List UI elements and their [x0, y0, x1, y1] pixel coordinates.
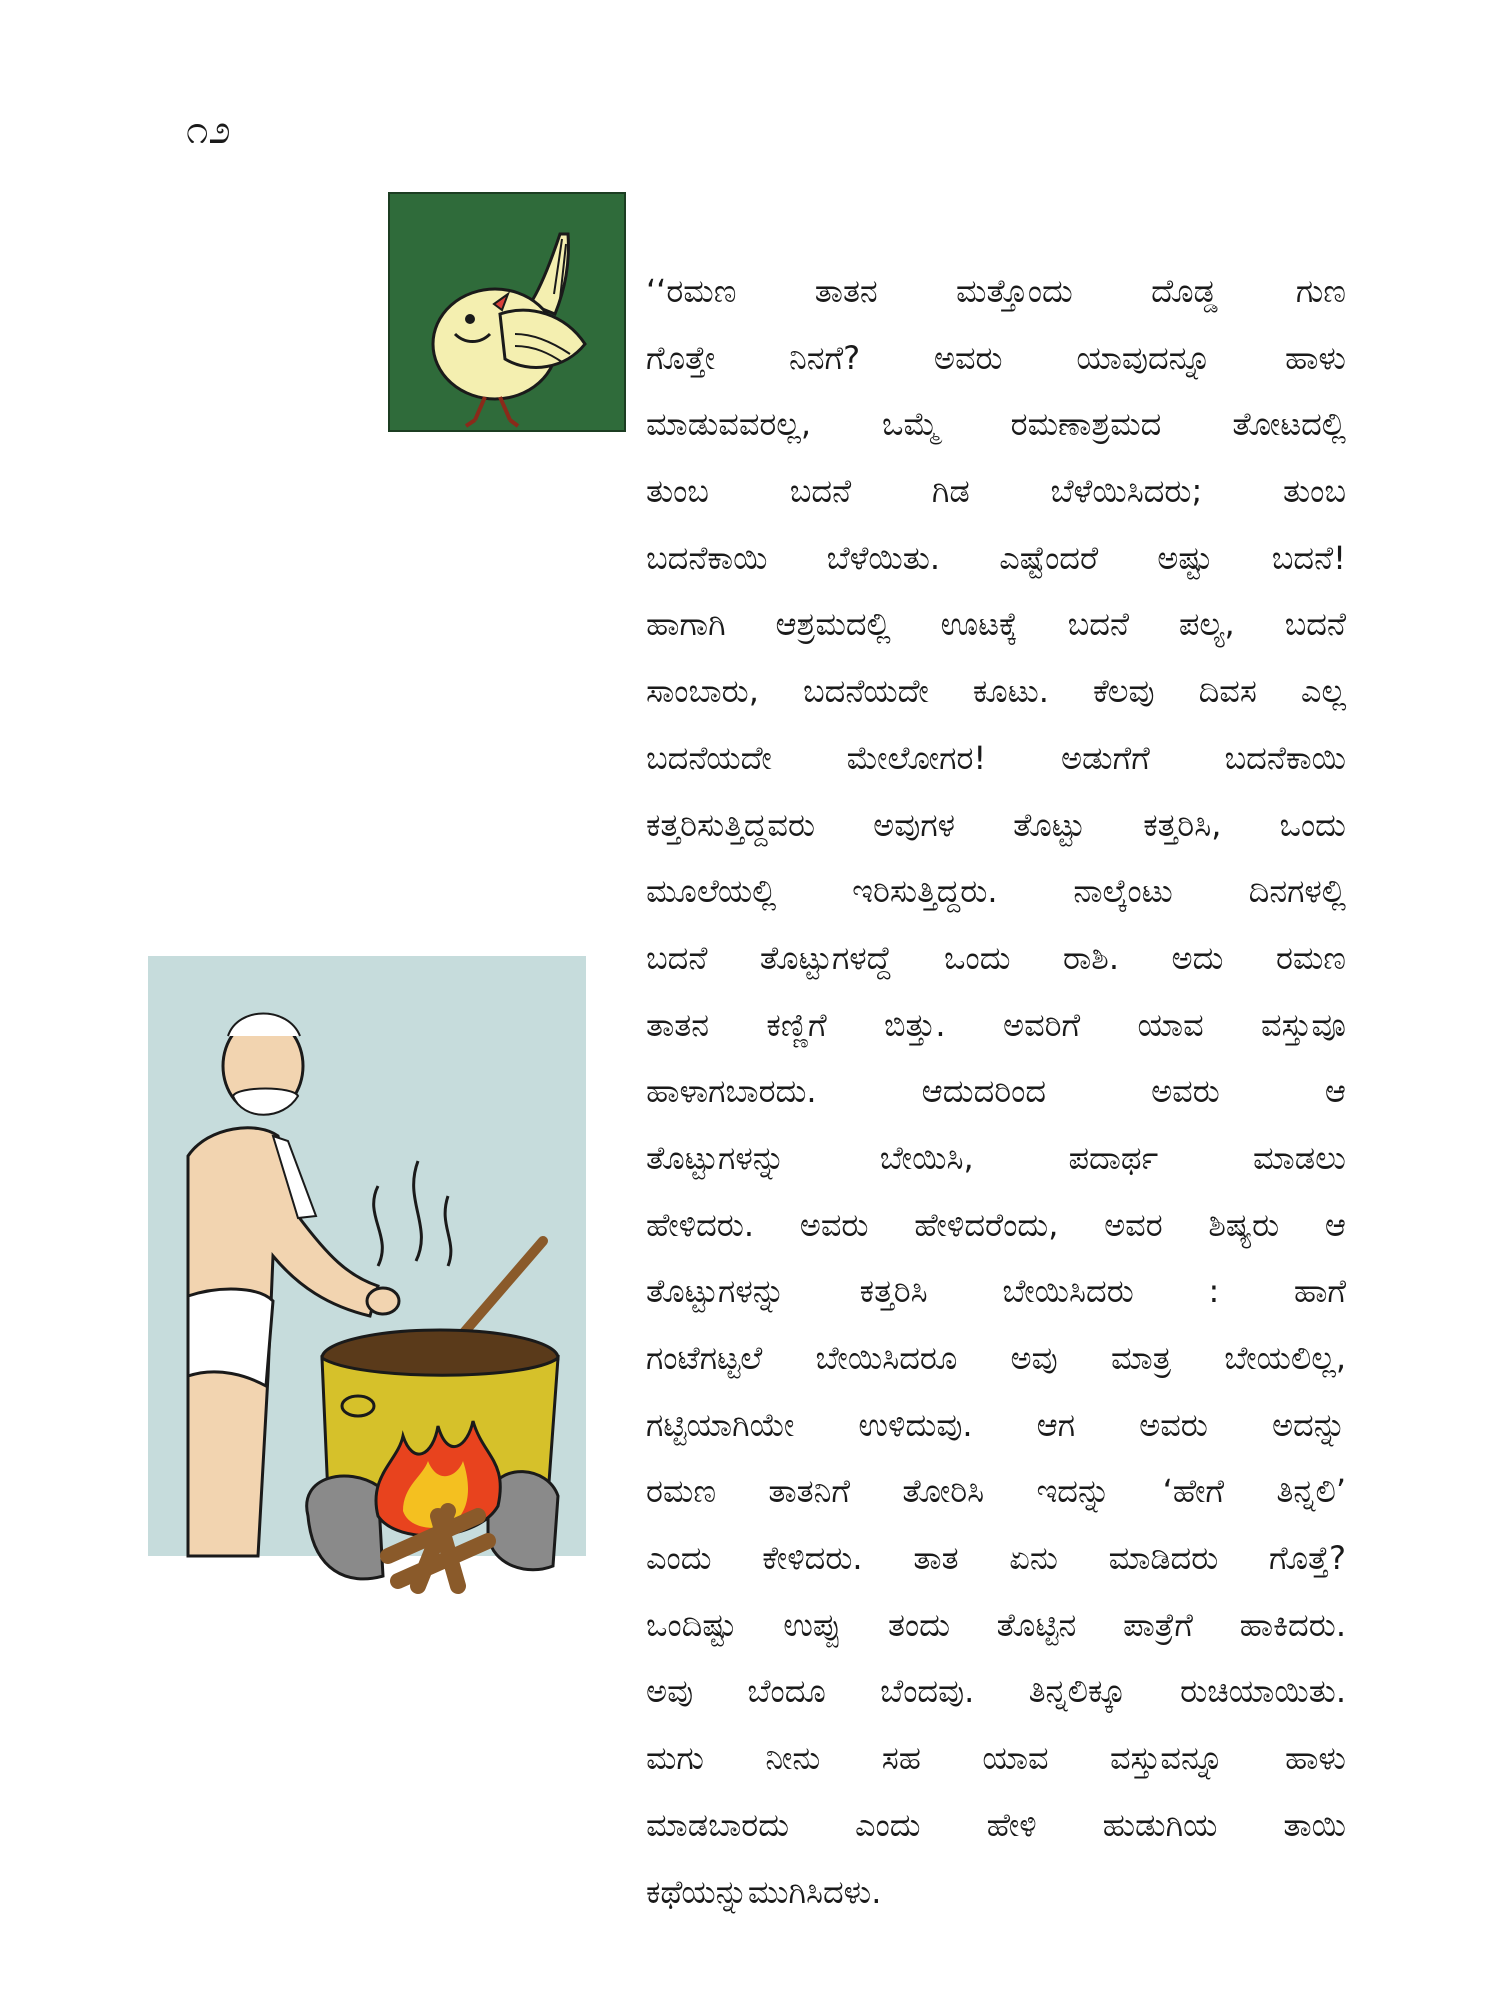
story-line: ಬದನೆಯದೇ ಮೇಲೋಗರ! ಅಡುಗೆಗೆ ಬದನೆಕಾಯಿ: [646, 738, 1346, 777]
cooking-illustration: [148, 956, 586, 1602]
story-line: ಅವು ಬೆಂದೂ ಬೆಂದವು. ತಿನ್ನಲಿಕ್ಕೂ ರುಚಿಯಾಯಿತು.: [646, 1672, 1346, 1711]
story-line: ತೊಟ್ಟುಗಳನ್ನು ಬೇಯಿಸಿ, ಪದಾರ್ಥ ಮಾಡಲು: [646, 1138, 1346, 1177]
story-line: ಮಗು ನೀನು ಸಹ ಯಾವ ವಸ್ತುವನ್ನೂ ಹಾಳು: [646, 1739, 1346, 1778]
bird-illustration: [388, 192, 626, 432]
story-line: ಗೊತ್ತೇ ನಿನಗೆ? ಅವರು ಯಾವುದನ್ನೂ ಹಾಳು: [646, 338, 1346, 377]
story-line: ಬದನೆ ತೊಟ್ಟುಗಳದ್ದೆ ಒಂದು ರಾಶಿ. ಅದು ರಮಣ: [646, 938, 1346, 977]
story-line: ಹಾಳಾಗಬಾರದು. ಆದುದರಿಂದ ಅವರು ಆ: [646, 1072, 1346, 1111]
story-line: ಒಂದಿಷ್ಟು ಉಪ್ಪು ತಂದು ತೊಟ್ಟಿನ ಪಾತ್ರೆಗೆ ಹಾಕಿದರು.: [646, 1605, 1346, 1644]
story-line: ಗಂಟೆಗಟ್ಟಲೆ ಬೇಯಿಸಿದರೂ ಅವು ಮಾತ್ರ ಬೇಯಲಿಲ್ಲ,: [646, 1339, 1346, 1377]
story-line: ಕಥೆಯನ್ನುಮುಗಿಸಿದಳು.: [646, 1872, 882, 1911]
story-line: ತುಂಬ ಬದನೆ ಗಿಡ ಬೆಳೆಯಿಸಿದರು; ತುಂಬ: [646, 472, 1346, 511]
story-line: ಸಾಂಬಾರು, ಬದನೆಯದೇ ಕೂಟು. ಕೆಲವು ದಿವಸ ಎಲ್ಲ: [646, 672, 1346, 711]
story-line: ತಾತನ ಕಣ್ಣಿಗೆ ಬಿತ್ತು. ಅವರಿಗೆ ಯಾವ ವಸ್ತುವೂ: [646, 1005, 1346, 1044]
story-text: [646, 258, 1346, 1925]
story-line: ಮಾಡಬಾರದು ಎಂದು ಹೇಳಿ ಹುಡುಗಿಯ ತಾಯಿ: [646, 1805, 1346, 1844]
story-line: ರಮಣ ತಾತನಿಗೆ ತೋರಿಸಿ ಇದನ್ನು ‘ಹೇಗೆ ತಿನ್ನಲಿ’: [646, 1472, 1346, 1511]
story-line: ‘‘ರಮಣ ತಾತನ ಮತ್ತೊಂದು ದೊಡ್ಡ ಗುಣ: [646, 272, 1346, 310]
sage-cooking-drawing: [148, 956, 586, 1602]
story-line: ಹಾಗಾಗಿ ಆಶ್ರಮದಲ್ಲಿ ಊಟಕ್ಕೆ ಬದನೆ ಪಲ್ಯ, ಬದನೆ: [646, 605, 1346, 644]
story-line: ಮಾಡುವವರಲ್ಲ, ಒಮ್ಮೆ ರಮಣಾಶ್ರಮದ ತೋಟದಲ್ಲಿ: [646, 405, 1346, 444]
page-number: ೧೨: [186, 107, 231, 153]
bird-drawing: [390, 194, 624, 430]
story-line: ಕತ್ತರಿಸುತ್ತಿದ್ದವರು ಅವುಗಳ ತೊಟ್ಟು ಕತ್ತರಿಸಿ, ಒಂದು: [646, 805, 1346, 844]
story-line: ಬದನೆಕಾಯಿ ಬೆಳೆಯಿತು. ಎಷ್ಟೆಂದರೆ ಅಷ್ಟು ಬದನೆ!: [646, 538, 1346, 577]
story-line: ಗಟ್ಟಿಯಾಗಿಯೇ ಉಳಿದುವು. ಆಗ ಅವರು ಅದನ್ನು: [646, 1405, 1346, 1444]
story-line: ಮೂಲೆಯಲ್ಲಿ ಇರಿಸುತ್ತಿದ್ದರು. ನಾಲ್ಕೆಂಟು ದಿನಗಳಲ್ಲಿ: [646, 872, 1346, 911]
story-line: ತೊಟ್ಟುಗಳನ್ನು ಕತ್ತರಿಸಿ ಬೇಯಿಸಿದರು : ಹಾಗೆ: [646, 1272, 1346, 1311]
story-line: ಎಂದು ಕೇಳಿದರು. ತಾತ ಏನು ಮಾಡಿದರು ಗೊತ್ತೆ?: [646, 1539, 1346, 1578]
story-line: ಹೇಳಿದರು. ಅವರು ಹೇಳಿದರೆಂದು, ಅವರ ಶಿಷ್ಯರು ಆ: [646, 1205, 1346, 1244]
